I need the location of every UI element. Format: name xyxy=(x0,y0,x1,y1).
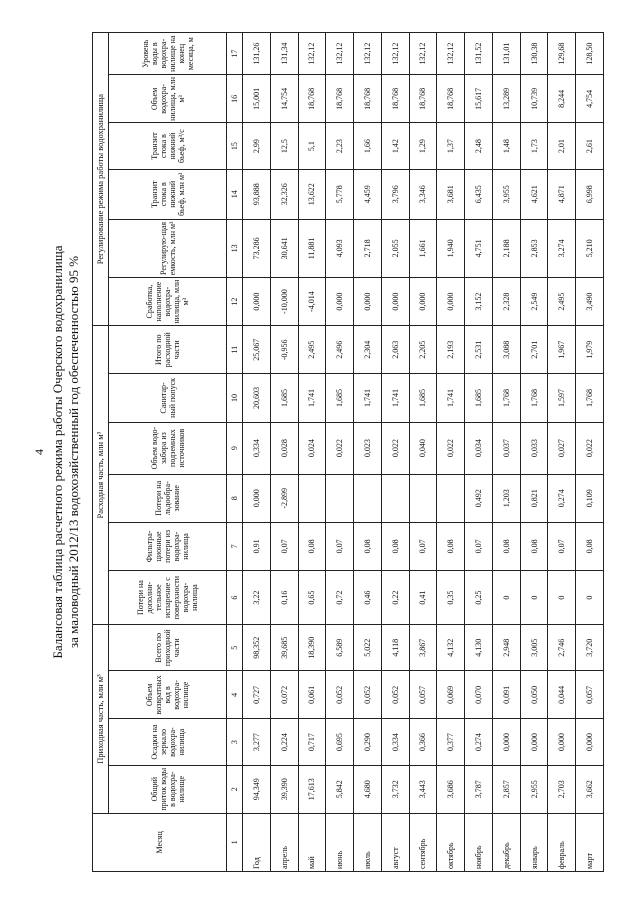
column-number: 4 xyxy=(227,671,243,719)
table-cell: 2,193 xyxy=(437,326,465,374)
table-cell: 2,495 xyxy=(298,326,326,374)
table-cell: 0,000 xyxy=(576,719,604,765)
scanned-page xyxy=(32,28,608,876)
column-header-4: Объем возвратных вод в водохра-нилище xyxy=(109,671,227,719)
table-cell: 4,132 xyxy=(437,625,465,671)
row-label: март xyxy=(576,813,604,871)
table-cell: 129,68 xyxy=(548,33,576,75)
table-cell: 0,022 xyxy=(381,422,409,474)
table-cell: 131,34 xyxy=(270,33,298,75)
table-cell: 2,703 xyxy=(548,765,576,813)
column-header-9: Объем водо-забора из подземных источников xyxy=(109,422,227,474)
column-header-6: Потери на дополни-тельное испарение с поверхности водохра-нилища xyxy=(109,571,227,625)
table-cell: 1,967 xyxy=(548,326,576,374)
table-cell: 1,768 xyxy=(520,374,548,422)
table-cell: 14,754 xyxy=(270,75,298,123)
table-cell: 0,037 xyxy=(492,422,520,474)
table-cell: 5,842 xyxy=(326,765,354,813)
table-cell: 0,717 xyxy=(298,719,326,765)
table-cell: 0,022 xyxy=(326,422,354,474)
table-cell: -0,956 xyxy=(270,326,298,374)
table-cell: 0,072 xyxy=(270,671,298,719)
table-cell: 0,000 xyxy=(409,278,437,326)
header-group-row xyxy=(93,33,109,872)
table-cell: 3,005 xyxy=(520,625,548,671)
table-cell: 1,48 xyxy=(492,123,520,169)
table-row xyxy=(270,33,298,872)
table-cell: 0,109 xyxy=(576,474,604,522)
table-cell: 32,326 xyxy=(270,169,298,219)
table-cell: 132,12 xyxy=(298,33,326,75)
table-cell: -10,000 xyxy=(270,278,298,326)
regulation-group-header: Регулирование режима работы водохранилища xyxy=(93,33,109,326)
table-cell: 0,35 xyxy=(437,571,465,625)
table-cell: 2,531 xyxy=(465,326,493,374)
table-cell: 20,603 xyxy=(243,374,271,422)
table-cell: 132,12 xyxy=(409,33,437,75)
table-cell: 0,000 xyxy=(381,278,409,326)
table-cell: 73,286 xyxy=(243,219,271,277)
column-number: 14 xyxy=(227,169,243,219)
table-cell: 0,07 xyxy=(270,522,298,570)
table-body xyxy=(243,33,604,872)
table-cell: 0,050 xyxy=(520,671,548,719)
table-cell: 1,741 xyxy=(381,374,409,422)
column-header-3: Осадки на зеркало водохра-нилища xyxy=(109,719,227,765)
table-cell: 1,66 xyxy=(354,123,382,169)
table-cell: 18,768 xyxy=(298,75,326,123)
column-header-row xyxy=(109,33,227,872)
table-cell: 132,12 xyxy=(437,33,465,75)
table-cell: 4,459 xyxy=(354,169,382,219)
table-cell: 0,695 xyxy=(326,719,354,765)
table-cell: 0,000 xyxy=(548,719,576,765)
table-cell: 0,027 xyxy=(548,422,576,474)
table-row xyxy=(465,33,493,872)
table-cell: 18,768 xyxy=(409,75,437,123)
table-cell: 0 xyxy=(492,571,520,625)
table-cell: 1,73 xyxy=(520,123,548,169)
column-number: 13 xyxy=(227,219,243,277)
table-cell: 4,754 xyxy=(576,75,604,123)
table-cell: 3,277 xyxy=(243,719,271,765)
table-cell: 0,65 xyxy=(298,571,326,625)
table-cell: 0,069 xyxy=(437,671,465,719)
table-cell: 4,871 xyxy=(548,169,576,219)
table-cell: 0 xyxy=(548,571,576,625)
table-cell: 2,01 xyxy=(548,123,576,169)
table-cell: 0,274 xyxy=(548,474,576,522)
table-cell: 0,000 xyxy=(243,278,271,326)
table-cell: 1,685 xyxy=(465,374,493,422)
table-cell: 1,685 xyxy=(409,374,437,422)
table-cell: 1,741 xyxy=(354,374,382,422)
table-cell: 3,22 xyxy=(243,571,271,625)
table-cell: 0,000 xyxy=(492,719,520,765)
table-cell: 3,490 xyxy=(576,278,604,326)
column-number: 11 xyxy=(227,326,243,374)
table-cell: 2,746 xyxy=(548,625,576,671)
table-cell: 3,443 xyxy=(409,765,437,813)
table-cell: 1,768 xyxy=(492,374,520,422)
table-cell: 132,12 xyxy=(326,33,354,75)
table-cell: 0,061 xyxy=(298,671,326,719)
table-cell: 8,244 xyxy=(548,75,576,123)
table-cell: 0,08 xyxy=(576,522,604,570)
table-cell: 0,052 xyxy=(326,671,354,719)
table-row xyxy=(437,33,465,872)
table-cell: 3,732 xyxy=(381,765,409,813)
column-header-5: Всего по приходной части xyxy=(109,625,227,671)
table-cell: 131,01 xyxy=(492,33,520,75)
table-cell: 4,118 xyxy=(381,625,409,671)
table-cell: 2,701 xyxy=(520,326,548,374)
table-cell: 128,50 xyxy=(576,33,604,75)
title-line-2: за маловодный 2012/13 водохозяйственный год обеспеченностью 95 % xyxy=(66,255,81,649)
table-cell: 0,052 xyxy=(354,671,382,719)
table-cell: 0,821 xyxy=(520,474,548,522)
table-cell: 12,5 xyxy=(270,123,298,169)
table-cell: 0,070 xyxy=(465,671,493,719)
table-cell: 18,768 xyxy=(326,75,354,123)
table-cell: 0 xyxy=(520,571,548,625)
table-cell: 131,26 xyxy=(243,33,271,75)
table-cell: 0,057 xyxy=(409,671,437,719)
column-header-15: Транзит стока в нижний бьеф, м³/с xyxy=(109,123,227,169)
table-cell: 6,589 xyxy=(326,625,354,671)
table-cell: 0,08 xyxy=(437,522,465,570)
table-cell: 2,328 xyxy=(492,278,520,326)
table-cell: 0,000 xyxy=(326,278,354,326)
row-label: июль xyxy=(354,813,382,871)
table-cell: 2,61 xyxy=(576,123,604,169)
table-cell: 2,304 xyxy=(354,326,382,374)
table-cell: 3,787 xyxy=(465,765,493,813)
table-cell: 1,768 xyxy=(576,374,604,422)
table-cell: 2,205 xyxy=(409,326,437,374)
document-title xyxy=(50,28,82,876)
balance-table-container xyxy=(92,32,604,872)
table-row xyxy=(298,33,326,872)
table-cell: 132,12 xyxy=(381,33,409,75)
column-header-13: Регулирую-щая емкость, млн м³ xyxy=(109,219,227,277)
table-cell xyxy=(298,474,326,522)
table-cell: 0,028 xyxy=(270,422,298,474)
table-cell: 0 xyxy=(576,571,604,625)
table-cell xyxy=(409,474,437,522)
table-cell: 13,622 xyxy=(298,169,326,219)
table-cell: 0,91 xyxy=(243,522,271,570)
title-line-1: Балансовая таблица расчетного режима работы Очерского водохранилища xyxy=(50,245,65,659)
column-number-row xyxy=(227,33,243,872)
table-cell: 0,377 xyxy=(437,719,465,765)
table-cell: 1,37 xyxy=(437,123,465,169)
table-cell: 0,727 xyxy=(243,671,271,719)
table-cell: 17,613 xyxy=(298,765,326,813)
column-number: 6 xyxy=(227,571,243,625)
table-cell: 0,274 xyxy=(465,719,493,765)
table-cell: 39,685 xyxy=(270,625,298,671)
table-cell: 0,16 xyxy=(270,571,298,625)
table-cell: 98,352 xyxy=(243,625,271,671)
table-cell: 1,685 xyxy=(326,374,354,422)
table-cell: 2,99 xyxy=(243,123,271,169)
column-number: 16 xyxy=(227,75,243,123)
table-cell: 4,093 xyxy=(326,219,354,277)
table-cell: 2,955 xyxy=(520,765,548,813)
table-cell: 18,768 xyxy=(354,75,382,123)
column-header-10: Санитар-ный попуск xyxy=(109,374,227,422)
table-cell: 94,349 xyxy=(243,765,271,813)
table-cell: 0,08 xyxy=(354,522,382,570)
row-label: июнь xyxy=(326,813,354,871)
table-cell: 0,08 xyxy=(381,522,409,570)
table-cell: 15,617 xyxy=(465,75,493,123)
column-header-2: Общий приток воды в водохра-нилище xyxy=(109,765,227,813)
table-cell: 1,29 xyxy=(409,123,437,169)
column-number: 2 xyxy=(227,765,243,813)
table-row xyxy=(381,33,409,872)
table-cell: 1,741 xyxy=(437,374,465,422)
table-cell: 0,07 xyxy=(548,522,576,570)
table-cell: 0,07 xyxy=(409,522,437,570)
row-label: октябрь xyxy=(437,813,465,871)
table-cell: 5,022 xyxy=(354,625,382,671)
table-cell: 13,289 xyxy=(492,75,520,123)
column-number: 12 xyxy=(227,278,243,326)
table-cell: 0,22 xyxy=(381,571,409,625)
table-cell: 5,778 xyxy=(326,169,354,219)
table-cell xyxy=(326,474,354,522)
table-cell: 0,25 xyxy=(465,571,493,625)
table-cell: 3,867 xyxy=(409,625,437,671)
table-cell: 1,940 xyxy=(437,219,465,277)
table-cell: 39,390 xyxy=(270,765,298,813)
table-row xyxy=(548,33,576,872)
table-cell: 2,496 xyxy=(326,326,354,374)
column-header-12: Сработка, наполнение водохра-нилища, млн м³ xyxy=(109,278,227,326)
table-cell: 0,052 xyxy=(381,671,409,719)
table-cell: 2,857 xyxy=(492,765,520,813)
table-cell: 3,346 xyxy=(409,169,437,219)
table-cell: 0,034 xyxy=(465,422,493,474)
table-cell: 2,948 xyxy=(492,625,520,671)
table-cell: 0,334 xyxy=(243,422,271,474)
table-cell: 0,000 xyxy=(354,278,382,326)
income-group-header: Приходная часть, млн м³ xyxy=(93,625,109,814)
column-header-7: Фильтра-ционные потери из водохра-нилища xyxy=(109,522,227,570)
table-cell: -2,899 xyxy=(270,474,298,522)
table-cell: 0,044 xyxy=(548,671,576,719)
column-header-11: Итого по расходной части xyxy=(109,326,227,374)
table-cell xyxy=(437,474,465,522)
table-cell: 3,681 xyxy=(437,169,465,219)
table-cell xyxy=(354,474,382,522)
table-cell: 0,024 xyxy=(298,422,326,474)
table-row xyxy=(243,33,271,872)
table-cell: 0,07 xyxy=(326,522,354,570)
table-cell: 0,022 xyxy=(437,422,465,474)
table-cell: 15,001 xyxy=(243,75,271,123)
table-cell: 4,130 xyxy=(465,625,493,671)
table-cell: 18,768 xyxy=(381,75,409,123)
table-row xyxy=(326,33,354,872)
table-cell: 4,680 xyxy=(354,765,382,813)
table-cell: 93,888 xyxy=(243,169,271,219)
table-cell: 1,42 xyxy=(381,123,409,169)
column-number: 3 xyxy=(227,719,243,765)
table-cell: 0,023 xyxy=(354,422,382,474)
table-cell: 3,686 xyxy=(437,765,465,813)
column-number: 8 xyxy=(227,474,243,522)
table-cell: 131,52 xyxy=(465,33,493,75)
table-cell: 132,12 xyxy=(354,33,382,75)
table-cell: 2,718 xyxy=(354,219,382,277)
table-cell: 2,055 xyxy=(381,219,409,277)
table-cell: 0,022 xyxy=(576,422,604,474)
table-cell: 3,662 xyxy=(576,765,604,813)
table-cell: 2,853 xyxy=(520,219,548,277)
rotated-page-content xyxy=(32,28,608,876)
row-label: февраль xyxy=(548,813,576,871)
row-label: сентябрь xyxy=(409,813,437,871)
table-cell: 2,495 xyxy=(548,278,576,326)
table-cell: 1,661 xyxy=(409,219,437,277)
column-number: 10 xyxy=(227,374,243,422)
table-cell: 4,751 xyxy=(465,219,493,277)
table-cell: 0,46 xyxy=(354,571,382,625)
table-cell: 0,033 xyxy=(520,422,548,474)
table-cell: 0,41 xyxy=(409,571,437,625)
expense-group-header: Расходная часть, млн м³ xyxy=(93,326,109,625)
table-row xyxy=(520,33,548,872)
table-cell: 4,621 xyxy=(520,169,548,219)
table-cell: 0,224 xyxy=(270,719,298,765)
table-cell: 0,72 xyxy=(326,571,354,625)
row-label: январь xyxy=(520,813,548,871)
table-cell: 3,720 xyxy=(576,625,604,671)
table-cell: -4,014 xyxy=(298,278,326,326)
row-label: ноябрь xyxy=(465,813,493,871)
table-cell: 5,1 xyxy=(298,123,326,169)
table-cell: 2,549 xyxy=(520,278,548,326)
table-cell: 11,881 xyxy=(298,219,326,277)
table-cell: 3,796 xyxy=(381,169,409,219)
table-cell: 0,366 xyxy=(409,719,437,765)
table-cell: 0,334 xyxy=(381,719,409,765)
table-cell: 0,000 xyxy=(437,278,465,326)
row-label: май xyxy=(298,813,326,871)
table-cell: 0,07 xyxy=(465,522,493,570)
table-cell: 0,08 xyxy=(520,522,548,570)
table-cell: 0,492 xyxy=(465,474,493,522)
table-cell: 0,057 xyxy=(576,671,604,719)
table-row xyxy=(354,33,382,872)
table-cell: 3,955 xyxy=(492,169,520,219)
table-cell: 10,739 xyxy=(520,75,548,123)
row-label: декабрь xyxy=(492,813,520,871)
month-header: Месяц xyxy=(93,813,227,871)
table-cell: 30,641 xyxy=(270,219,298,277)
table-cell: 18,390 xyxy=(298,625,326,671)
table-cell: 0,08 xyxy=(298,522,326,570)
table-row xyxy=(576,33,604,872)
column-number: 1 xyxy=(227,813,243,871)
table-cell: 0,290 xyxy=(354,719,382,765)
table-cell: 0,091 xyxy=(492,671,520,719)
table-cell: 2,48 xyxy=(465,123,493,169)
column-number: 5 xyxy=(227,625,243,671)
table-cell: 0,000 xyxy=(520,719,548,765)
row-label: Год xyxy=(243,813,271,871)
table-cell: 1,597 xyxy=(548,374,576,422)
table-cell: 25,067 xyxy=(243,326,271,374)
page-number: 4 xyxy=(32,449,46,455)
row-label: август xyxy=(381,813,409,871)
column-header-16: Объем водохра-нилища, млн м³ xyxy=(109,75,227,123)
table-cell: 6,998 xyxy=(576,169,604,219)
column-number: 17 xyxy=(227,33,243,75)
table-row xyxy=(492,33,520,872)
table-cell: 0,040 xyxy=(409,422,437,474)
table-cell: 1,685 xyxy=(270,374,298,422)
column-header-14: Транзит стока в нижний бьеф, млн м³ xyxy=(109,169,227,219)
table-row xyxy=(409,33,437,872)
table-cell: 1,979 xyxy=(576,326,604,374)
balance-table xyxy=(92,32,604,872)
column-header-17: Уровень воды в водохра-нилище на конец месяца, м xyxy=(109,33,227,75)
table-cell: 130,38 xyxy=(520,33,548,75)
table-cell: 0,000 xyxy=(243,474,271,522)
table-cell: 1,203 xyxy=(492,474,520,522)
table-cell: 3,152 xyxy=(465,278,493,326)
table-cell: 0,08 xyxy=(492,522,520,570)
table-cell: 18,768 xyxy=(437,75,465,123)
column-number: 7 xyxy=(227,522,243,570)
column-number: 9 xyxy=(227,422,243,474)
table-cell: 2,23 xyxy=(326,123,354,169)
column-number: 15 xyxy=(227,123,243,169)
row-label: апрель xyxy=(270,813,298,871)
table-cell: 3,274 xyxy=(548,219,576,277)
column-header-8: Потери на льдообра-зование xyxy=(109,474,227,522)
table-cell: 3,088 xyxy=(492,326,520,374)
table-cell: 6,435 xyxy=(465,169,493,219)
table-cell: 1,741 xyxy=(298,374,326,422)
table-cell xyxy=(381,474,409,522)
table-cell: 2,063 xyxy=(381,326,409,374)
table-cell: 2,188 xyxy=(492,219,520,277)
table-cell: 5,210 xyxy=(576,219,604,277)
